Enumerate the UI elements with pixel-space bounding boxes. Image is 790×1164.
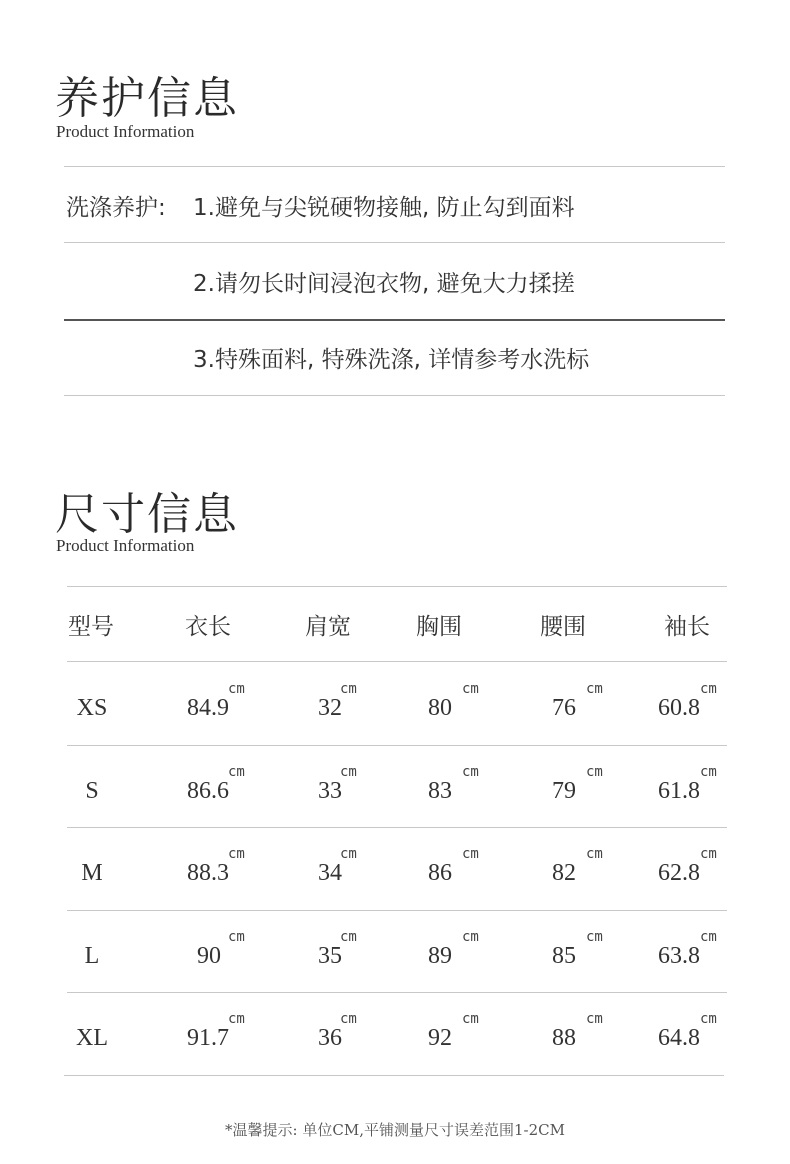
unit-label: cm bbox=[340, 846, 357, 862]
measurement-value: 91.7 bbox=[187, 1025, 229, 1051]
row-divider bbox=[67, 910, 727, 911]
unit-label: cm bbox=[462, 763, 479, 780]
measurement-value: 34 bbox=[318, 860, 342, 886]
care-item-3: 3.特殊面料, 特殊洗涤, 详情参考水洗标 bbox=[193, 347, 590, 373]
measurement-value: 86.6 bbox=[187, 777, 229, 804]
care-item-1: 1.避免与尖锐硬物接触, 防止勾到面料 bbox=[193, 195, 575, 221]
row-divider bbox=[67, 992, 727, 993]
measurement-value: 84.9 bbox=[187, 695, 229, 721]
size-label: M bbox=[81, 860, 103, 886]
measurement-value: 90 bbox=[197, 942, 221, 969]
unit-label: cm bbox=[462, 1011, 479, 1027]
header-sleeve: 袖长 bbox=[664, 614, 710, 640]
unit-label: cm bbox=[586, 763, 603, 780]
care-label: 洗涤养护: bbox=[66, 195, 166, 221]
row-divider bbox=[67, 827, 727, 828]
measurement-value: 60.8 bbox=[658, 695, 700, 721]
unit-label: cm bbox=[228, 846, 245, 862]
care-section-subtitle: Product Information bbox=[56, 122, 195, 141]
divider bbox=[64, 242, 725, 243]
unit-label: cm bbox=[340, 928, 357, 945]
unit-label: cm bbox=[340, 681, 357, 697]
measurement-value: 64.8 bbox=[658, 1025, 700, 1051]
unit-label: cm bbox=[462, 846, 479, 862]
measurement-value: 85 bbox=[552, 942, 576, 969]
measurement-value: 89 bbox=[428, 942, 452, 969]
unit-label: cm bbox=[700, 846, 717, 862]
unit-label: cm bbox=[700, 1011, 717, 1027]
measurement-value: 36 bbox=[318, 1025, 342, 1051]
unit-label: cm bbox=[586, 1011, 603, 1027]
unit-label: cm bbox=[586, 846, 603, 862]
unit-label: cm bbox=[700, 681, 717, 697]
measurement-value: 33 bbox=[318, 777, 342, 804]
unit-label: cm bbox=[462, 681, 479, 697]
measurement-value: 82 bbox=[552, 860, 576, 886]
unit-label: cm bbox=[228, 763, 245, 780]
measurement-value: 80 bbox=[428, 695, 452, 721]
divider bbox=[64, 395, 725, 396]
measurement-value: 61.8 bbox=[658, 777, 700, 804]
size-section-subtitle: Product Information bbox=[56, 536, 195, 555]
unit-label: cm bbox=[228, 681, 245, 697]
measurement-value: 62.8 bbox=[658, 860, 700, 886]
size-label: XL bbox=[76, 1025, 108, 1051]
size-section-title: 尺寸信息 bbox=[55, 489, 239, 540]
unit-label: cm bbox=[228, 928, 245, 945]
measurement-value: 32 bbox=[318, 695, 342, 721]
unit-label: cm bbox=[462, 928, 479, 945]
table-header-divider bbox=[67, 661, 727, 662]
care-item-2: 2.请勿长时间浸泡衣物, 避免大力揉搓 bbox=[193, 271, 575, 297]
unit-label: cm bbox=[586, 681, 603, 697]
unit-label: cm bbox=[228, 1011, 245, 1027]
divider bbox=[64, 319, 725, 321]
measurement-value: 92 bbox=[428, 1025, 452, 1051]
measurement-value: 86 bbox=[428, 860, 452, 886]
care-section-title: 养护信息 bbox=[55, 73, 239, 124]
measurement-note: *温馨提示: 单位CM,平铺测量尺寸误差范围1-2CM bbox=[225, 1121, 565, 1139]
measurement-value: 88 bbox=[552, 1025, 576, 1051]
size-label: XS bbox=[76, 695, 108, 721]
unit-label: cm bbox=[586, 928, 603, 945]
row-divider bbox=[67, 745, 727, 746]
header-shoulder: 肩宽 bbox=[305, 614, 351, 640]
measurement-value: 76 bbox=[552, 695, 576, 721]
header-chest: 胸围 bbox=[416, 614, 462, 640]
unit-label: cm bbox=[700, 763, 717, 780]
divider bbox=[64, 166, 725, 167]
header-length: 衣长 bbox=[185, 614, 231, 640]
measurement-value: 63.8 bbox=[658, 942, 700, 969]
measurement-value: 35 bbox=[318, 942, 342, 969]
size-label: L bbox=[84, 942, 100, 969]
size-label: S bbox=[85, 777, 99, 804]
measurement-value: 79 bbox=[552, 777, 576, 804]
header-waist: 腰围 bbox=[540, 614, 586, 640]
unit-label: cm bbox=[340, 763, 357, 780]
measurement-value: 83 bbox=[428, 777, 452, 804]
unit-label: cm bbox=[340, 1011, 357, 1027]
header-size: 型号 bbox=[68, 614, 114, 640]
table-top-border bbox=[67, 586, 727, 587]
unit-label: cm bbox=[700, 928, 717, 945]
row-divider bbox=[64, 1075, 724, 1076]
measurement-value: 88.3 bbox=[187, 860, 229, 886]
